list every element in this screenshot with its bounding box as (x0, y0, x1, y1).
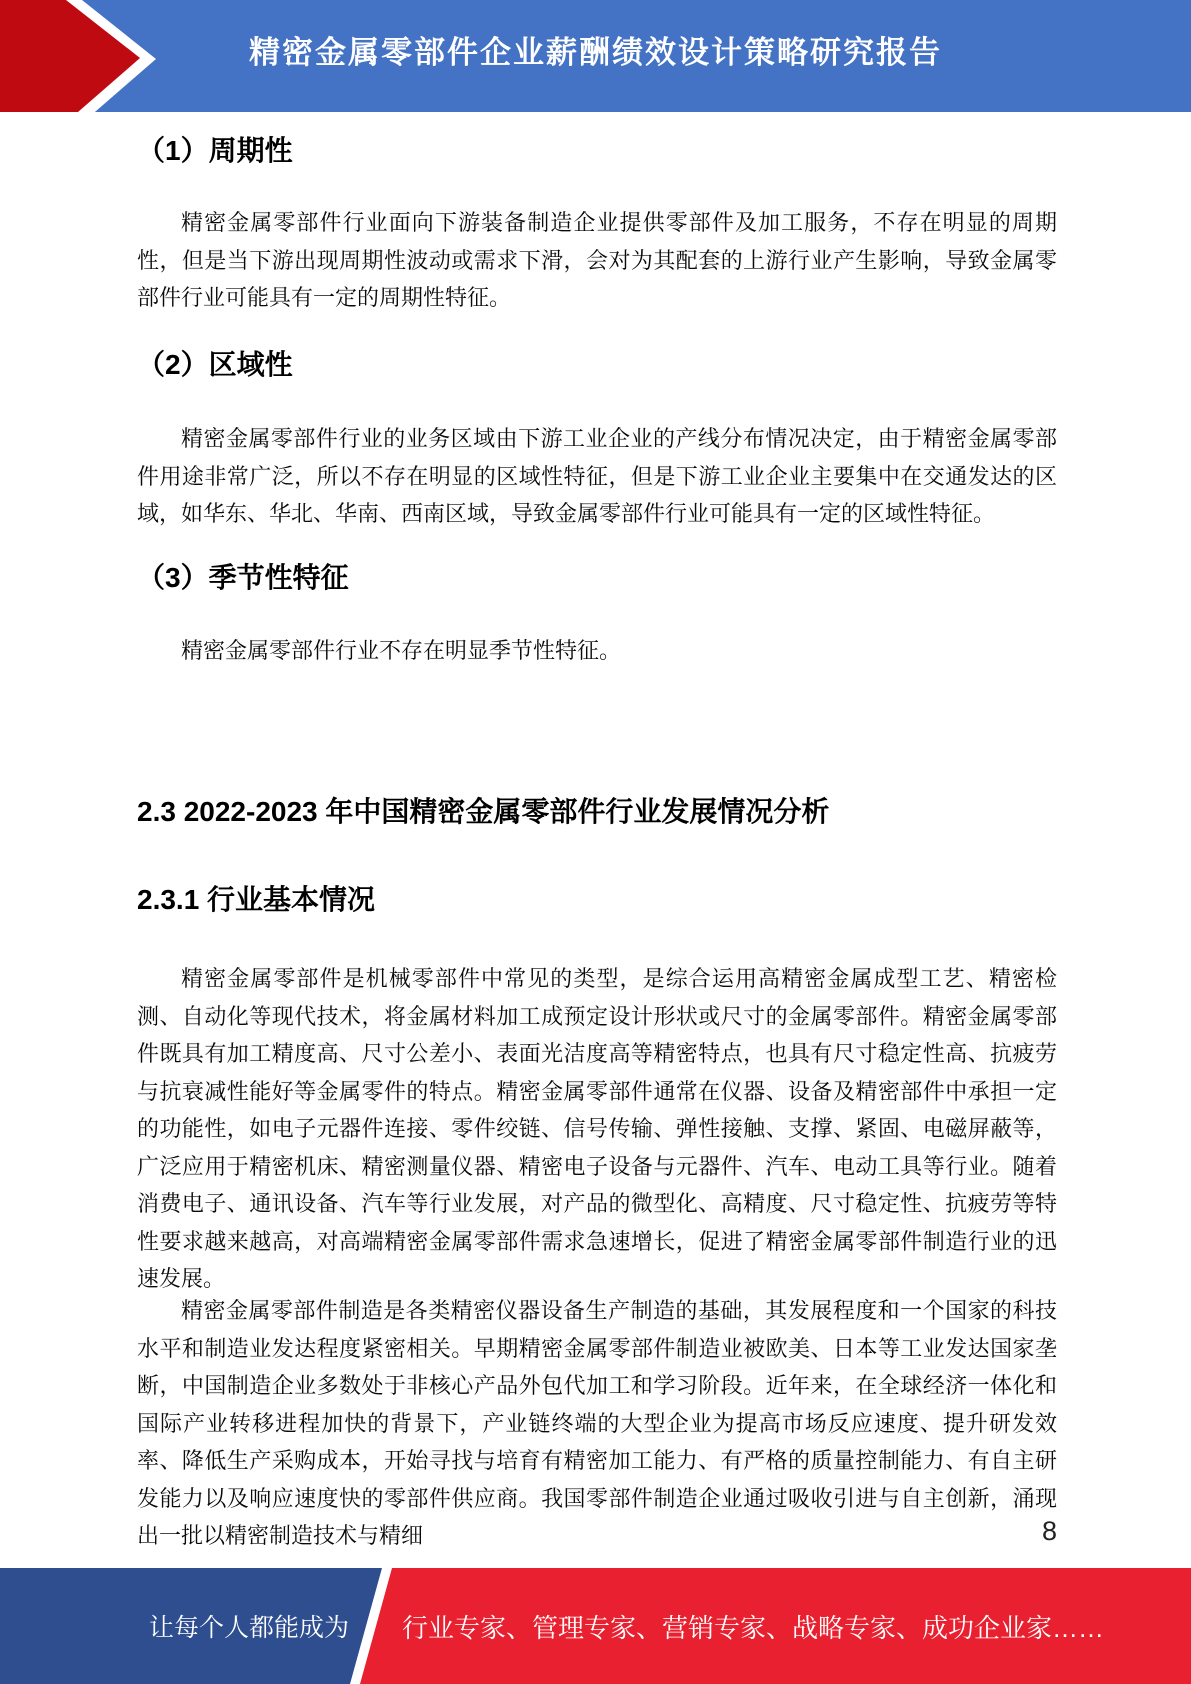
paragraph-regionality: 精密金属零部件行业的业务区域由下游工业企业的产线分布情况决定，由于精密金属零部件用途非常广泛，所以不存在明显的区域性特征，但是下游工业企业主要集中在交通发达的区域，如华东、华北、华南、西南区域，导致金属零部件行业可能具有一定的区域性特征。 (137, 426, 1057, 526)
heading-section-2-3: 2.3 2022-2023 年中国精密金属零部件行业发展情况分析 (137, 796, 830, 827)
paragraph-industry-overview-2: 精密金属零部件制造是各类精密仪器设备生产制造的基础，其发展程度和一个国家的科技水平和制造业发达程度紧密相关。早期精密金属零部件制造业被欧美、日本等工业发达国家垄断，中国制造企业多数处于非核心产品外包代加工和学习阶段。近年来，在全球经济一体化和国际产业转移进程加快的背景下，产业链终端的大型企业为提高市场反应速度、提升研发效率、降低生产采购成本，开始寻找与培育有精密加工能力、有严格的质量控制能力、有自主研发能力以及响应速度快的零部件供应商。我国零部件制造企业通过吸收引进与自主创新，涌现出一批以精密制造技术与精细 (137, 1298, 1057, 1548)
header-band (0, 0, 1191, 112)
page-number: 8 (1041, 1516, 1057, 1546)
heading-section-2-3-1: 2.3.1 行业基本情况 (137, 884, 376, 915)
heading-3-seasonality: （3）季节性特征 (137, 562, 349, 593)
footer-slogan-left: 让每个人都能成为 (149, 1614, 350, 1642)
paragraph-industry-overview-1: 精密金属零部件是机械零部件中常见的类型，是综合运用高精密金属成型工艺、精密检测、自动化等现代技术，将金属材料加工成预定设计形状或尺寸的金属零部件。精密金属零部件既具有加工精度高、尺寸公差小、表面光洁度高等精密特点，也具有尺寸稳定性高、抗疲劳与抗衰减性能好等金属零件的特点。精密金属零部件通常在仪器、设备及精密部件中承担一定的功能性，如电子元器件连接、零件绞链、信号传输、弹性接触、支撑、紧固、电磁屏蔽等，广泛应用于精密机床、精密测量仪器、精密电子设备与元器件、汽车、电动工具等行业。随着消费电子、通讯设备、汽车等行业发展，对产品的微型化、高精度、尺寸稳定性、抗疲劳等特性要求越来越高，对高端精密金属零部件需求急速增长，促进了精密金属零部件制造行业的迅速发展。 (137, 966, 1057, 1291)
report-title: 精密金属零部件企业薪酬绩效设计策略研究报告 (249, 34, 942, 70)
paragraph-seasonality: 精密金属零部件行业不存在明显季节性特征。 (181, 638, 622, 663)
footer-slogan-right: 行业专家、管理专家、营销专家、战略专家、成功企业家…… (402, 1612, 1105, 1643)
heading-1-cyclicality: （1）周期性 (137, 135, 293, 166)
footer-banner (0, 1568, 1191, 1684)
paragraph-cyclicality: 精密金属零部件行业面向下游装备制造企业提供零部件及加工服务，不存在明显的周期性，但是当下游出现周期性波动或需求下滑，会对为其配套的上游行业产生影响，导致金属零部件行业可能具有一定的周期性特征。 (137, 210, 1057, 310)
heading-2-regionality: （2）区域性 (137, 349, 293, 380)
